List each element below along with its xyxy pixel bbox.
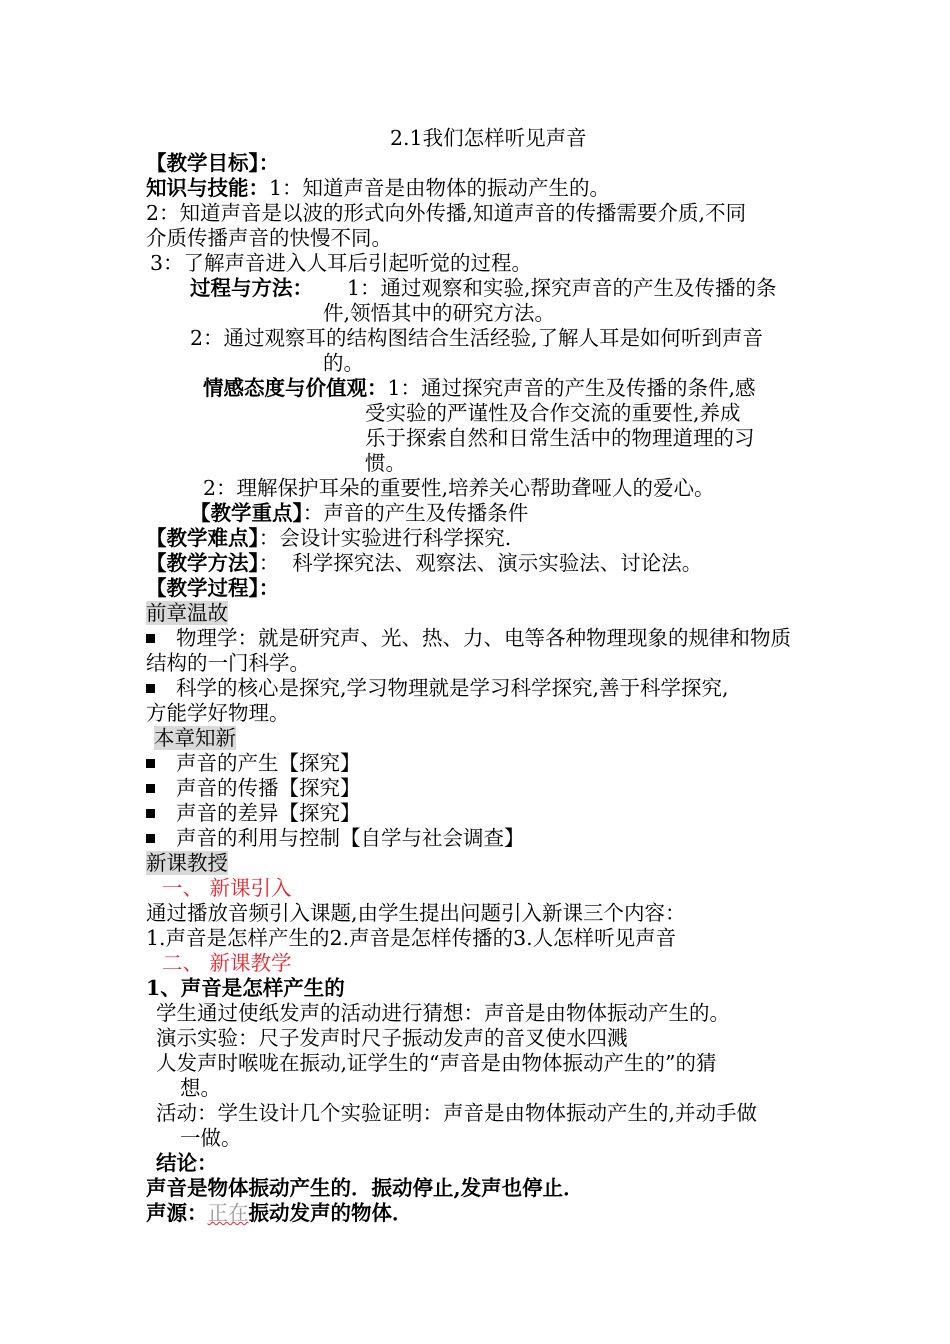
new-chapter-item	[146, 776, 361, 801]
source-text: 振动发声的物体．	[248, 1201, 413, 1225]
key-point-label: 【教学重点】	[190, 501, 303, 525]
process-line-1a	[190, 276, 777, 301]
page-title: 2.1我们怎样听见声音	[390, 126, 587, 150]
new-lesson-heading	[146, 851, 228, 876]
subsection-1-title: 1、声音是怎样产生的	[146, 976, 345, 1000]
bullet-square-icon	[146, 684, 155, 693]
intro-line-1: 通过播放音频引入课题,由学生提出问题引入新课三个内容：	[146, 901, 686, 925]
lesson-paragraph-3a: 人发声时喉咙在振动,证学生的“声音是由物体振动产生的”的猜	[156, 1051, 717, 1075]
lesson-paragraph-1: 学生通过使纸发声的活动进行猜想：声音是由物体振动产生的。	[156, 1001, 730, 1025]
lesson-paragraph-2: 演示实验：尺子发声时尺子振动发声的音叉使水四溅	[156, 1026, 628, 1050]
sound-source-line	[146, 1201, 413, 1226]
bullet-square-icon	[146, 759, 155, 768]
objectives-heading: 【教学目标】：	[146, 151, 280, 175]
emotion-line-1c: 乐于探索自然和日常生活中的物理道理的习	[365, 426, 755, 450]
knowledge-line-3: 3：了解声音进入人耳后引起听觉的过程。	[150, 251, 533, 275]
knowledge-line-2b: 介质传播声音的快慢不同。	[146, 226, 392, 250]
review-item-2-text: 科学的核心是探究,学习物理就是学习科学探究,善于科学探究,	[176, 676, 729, 700]
review-item-1a	[146, 626, 791, 651]
new-chapter-item-text: 声音的利用与控制【自学与社会调查】	[176, 826, 525, 850]
method	[146, 551, 702, 576]
knowledge-line-1	[146, 176, 610, 201]
knowledge-label: 知识与技能：	[146, 176, 269, 200]
emotion-line-1b: 受实验的严谨性及合作交流的重要性,养成	[365, 401, 741, 425]
bullet-square-icon	[146, 784, 155, 793]
process-label: 过程与方法：	[190, 276, 313, 300]
new-chapter-item	[146, 826, 525, 851]
new-chapter-heading	[154, 726, 236, 751]
emotion-item-1: 1：通过探究声音的产生及传播的条件,感	[387, 376, 756, 400]
process-line-2a: 2：通过观察耳的结构图结合生活经验,了解人耳是如何听到声音	[190, 326, 764, 350]
key-point-text: ：声音的产生及传播条件	[302, 501, 529, 525]
difficulty-label: 【教学难点】	[146, 526, 259, 550]
review-item-1-text: 物理学：就是研究声、光、热、力、电等各种物理现象的规律和物质	[176, 626, 791, 650]
new-chapter-item-text: 声音的差异【探究】	[176, 801, 361, 825]
review-heading	[146, 601, 228, 626]
emotion-line-2: 2：理解保护耳朵的重要性,培养关心帮助聋哑人的爱心。	[203, 476, 715, 500]
method-text: ： 科学探究法、观察法、演示实验法、讨论法。	[258, 551, 703, 575]
review-item-1b: 结构的一门科学。	[146, 651, 310, 675]
source-mid: 正在	[207, 1201, 249, 1225]
new-chapter-item	[146, 751, 361, 776]
review-item-2b: 方能学好物理。	[146, 701, 290, 725]
bullet-square-icon	[146, 809, 155, 818]
difficulty-text: ：会设计实验进行科学探究.	[258, 526, 512, 550]
key-point	[190, 501, 528, 526]
conclusion-label: 结论：	[156, 1151, 218, 1175]
bullet-square-icon	[146, 634, 155, 643]
bullet-square-icon	[146, 834, 155, 843]
new-chapter-item-text: 声音的传播【探究】	[176, 776, 361, 800]
process-line-2b: 的。	[323, 351, 364, 375]
method-label: 【教学方法】	[146, 551, 259, 575]
lesson-paragraph-4b: 一做。	[180, 1126, 242, 1150]
emotion-label: 情感态度与价值观：	[203, 376, 388, 400]
new-chapter-item-text: 声音的产生【探究】	[176, 751, 361, 775]
section-2-title: 二、 新课教学	[162, 951, 292, 975]
review-heading-text: 前章温故	[146, 601, 228, 625]
emotion-line-1d: 惯。	[365, 451, 406, 475]
new-chapter-item	[146, 801, 361, 826]
lesson-paragraph-3b: 想。	[180, 1076, 221, 1100]
conclusion-text: 声音是物体振动产生的．振动停止,发声也停止．	[146, 1176, 584, 1200]
intro-line-2: 1.声音是怎样产生的2.声音是怎样传播的3.人怎样听见声音	[146, 926, 677, 950]
process-heading: 【教学过程】：	[146, 576, 280, 600]
section-1-title: 一、 新课引入	[162, 876, 292, 900]
source-label: 声源：	[146, 1201, 208, 1225]
review-item-2a	[146, 676, 729, 701]
process-item-1: 1：通过观察和实验,探究声音的产生及传播的条	[347, 276, 777, 300]
difficulty	[146, 526, 511, 551]
new-chapter-heading-text: 本章知新	[154, 726, 236, 750]
emotion-line-1a	[203, 376, 756, 401]
lesson-paragraph-4a: 活动：学生设计几个实验证明：声音是由物体振动产生的,并动手做	[156, 1101, 758, 1125]
knowledge-line-2a: 2：知道声音是以波的形式向外传播,知道声音的传播需要介质,不同	[146, 201, 747, 225]
new-lesson-heading-text: 新课教授	[146, 851, 228, 875]
knowledge-item-1: 1：知道声音是由物体的振动产生的。	[269, 176, 611, 200]
process-line-1b: 件,领悟其中的研究方法。	[323, 301, 556, 325]
